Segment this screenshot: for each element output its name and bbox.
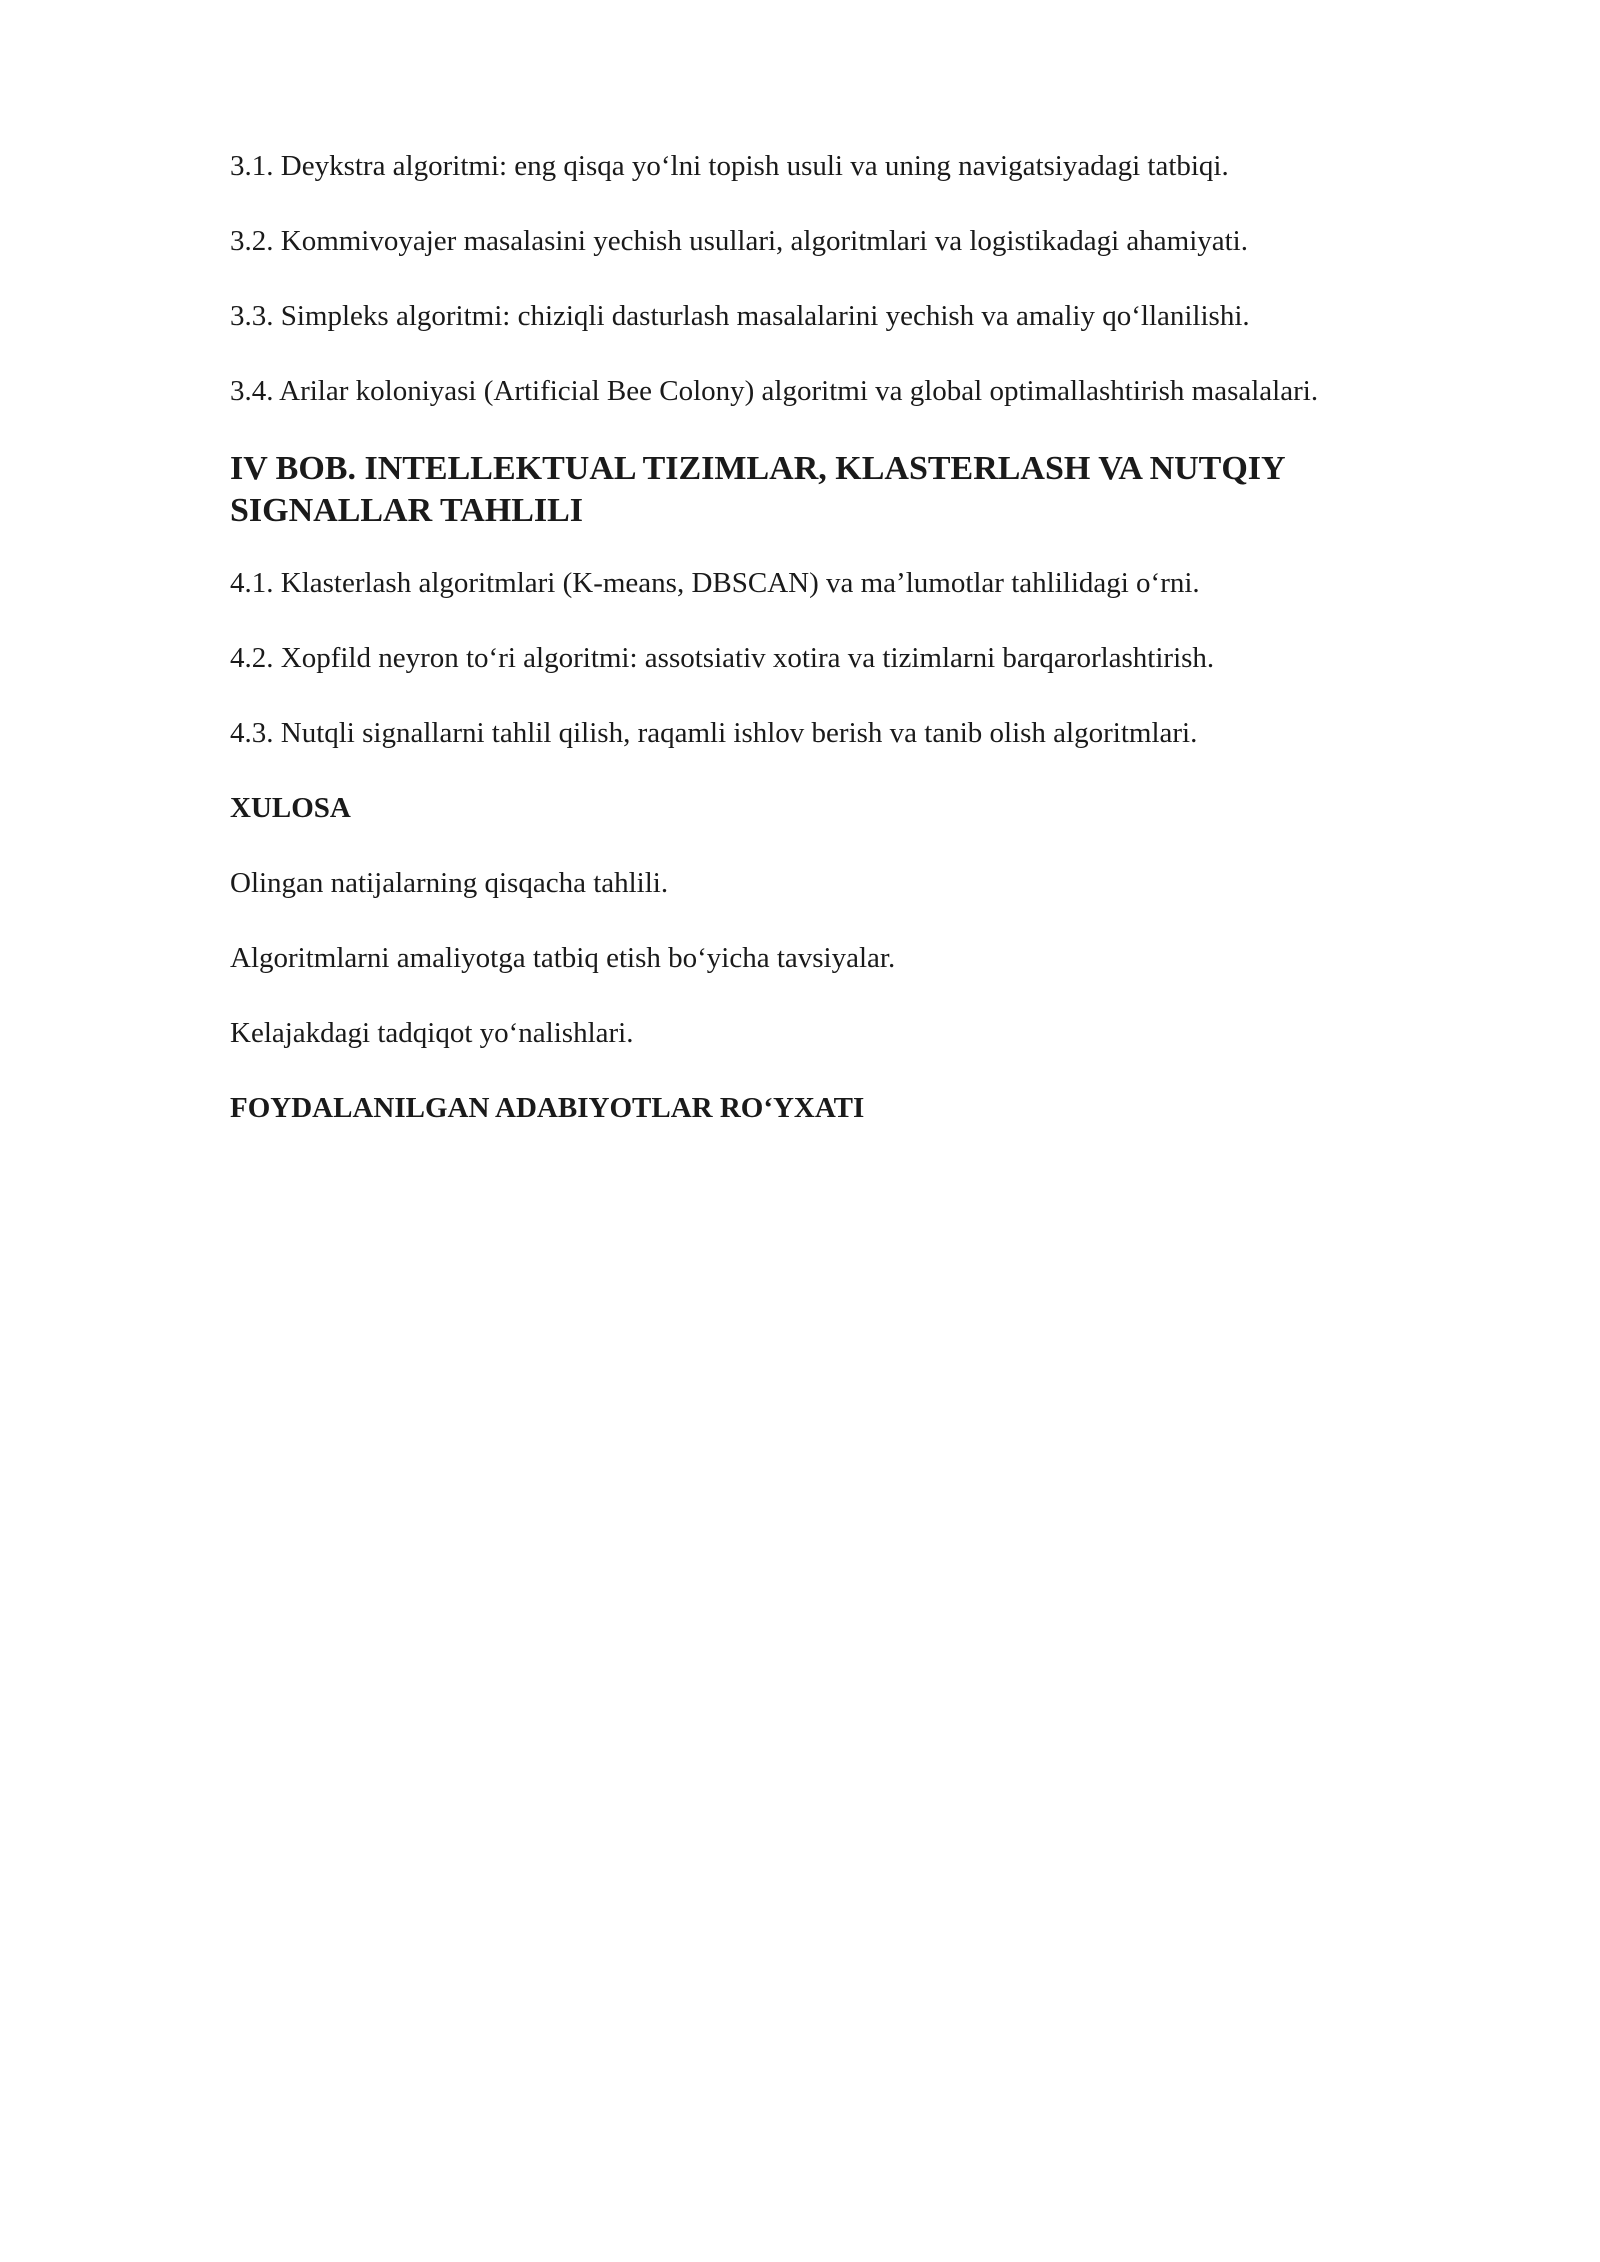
conclusion-item-1: Olingan natijalarning qisqacha tahlili. bbox=[230, 867, 669, 899]
toc-item-3-3: 3.3. Simpleks algoritmi: chiziqli dasturlash masalalarini yechish va amaliy qo‘llanilishi. bbox=[230, 300, 1250, 332]
page-content bbox=[230, 148, 1470, 1165]
toc-item-3-4: 3.4. Arilar koloniyasi (Artificial Bee Colony) algoritmi va global optimallashtirish masalalari. bbox=[230, 375, 1319, 407]
toc-item-3-2: 3.2. Kommivoyajer masalasini yechish usullari, algoritmlari va logistikadagi ahamiyati. bbox=[230, 225, 1248, 257]
toc-item-4-2: 4.2. Xopfild neyron to‘ri algoritmi: assotsiativ xotira va tizimlarni barqarorlashtirish. bbox=[230, 642, 1215, 674]
conclusion-heading: XULOSA bbox=[230, 792, 351, 824]
chapter-4-heading-line1: IV BOB. INTELLEKTUAL TIZIMLAR, KLASTERLASH VA NUTQIY bbox=[230, 450, 1286, 487]
toc-item-4-1: 4.1. Klasterlash algoritmlari (K-means, DBSCAN) va ma’lumotlar tahlilidagi o‘rni. bbox=[230, 567, 1200, 599]
conclusion-item-3: Kelajakdagi tadqiqot yo‘nalishlari. bbox=[230, 1017, 634, 1049]
conclusion-item-2: Algoritmlarni amaliyotga tatbiq etish bo‘yicha tavsiyalar. bbox=[230, 942, 896, 974]
toc-item-4-3: 4.3. Nutqli signallarni tahlil qilish, raqamli ishlov berish va tanib olish algoritmlari. bbox=[230, 717, 1198, 749]
chapter-4-heading-line2: SIGNALLAR TAHLILI bbox=[230, 492, 584, 529]
chapter-4-heading bbox=[230, 448, 1470, 532]
references-heading: FOYDALANILGAN ADABIYOTLAR RO‘YXATI bbox=[230, 1092, 865, 1124]
toc-item-3-1: 3.1. Deykstra algoritmi: eng qisqa yo‘lni topish usuli va uning navigatsiyadagi tatbiqi. bbox=[230, 150, 1229, 182]
